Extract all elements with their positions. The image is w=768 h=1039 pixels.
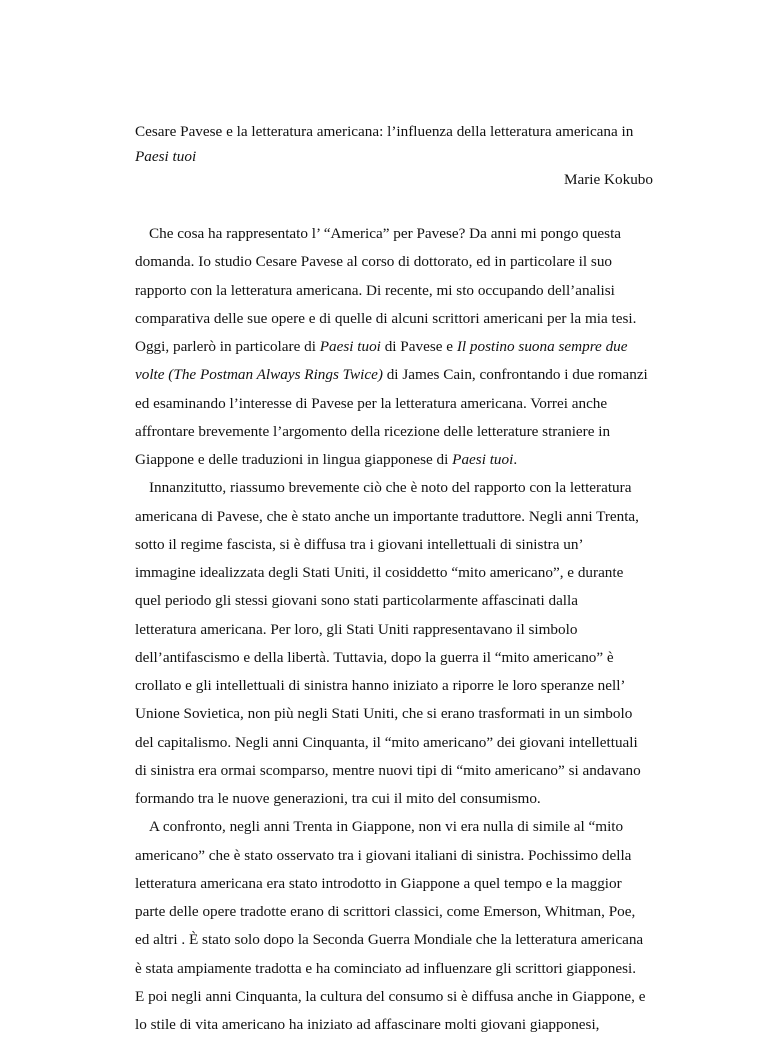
- text-run: immagine idealizzata degli Stati Uniti, il cosiddetto “mito americano”, e durante: [135, 564, 624, 581]
- text-run: ed esaminando l’interesse di Pavese per la letteratura americana. Vorrei anche: [135, 394, 608, 412]
- text-line: [135, 587, 665, 615]
- text-run: sotto il regime fascista, si è diffusa tra i giovani intellettuali di sinistra un’: [135, 535, 584, 553]
- text-run: .: [513, 451, 518, 468]
- text-line: [135, 277, 665, 305]
- text-run: dell’antifascismo e della libertà. Tuttavia, dopo la guerra il “mito americano” è: [135, 648, 614, 666]
- text-run: quel periodo gli stessi giovani sono stati particolarmente affascinati dalla: [135, 592, 578, 610]
- text-run: E poi negli anni Cinquanta, la cultura del consumo si è diffusa anche in Giappone, e: [135, 987, 646, 1005]
- text-line: [135, 1011, 665, 1039]
- text-run: Unione Sovietica, non più negli Stati Uniti, che si erano trasformati in un simbolo: [135, 705, 633, 723]
- text-run: Innanzitutto, riassumo brevemente ciò che è noto del rapporto con la letteratura: [149, 479, 632, 497]
- text-run: di sinistra era ormai scomparso, mentre nuovi tipi di “mito americano” si andavano: [135, 761, 641, 779]
- text-line: [135, 842, 665, 870]
- text-run: di James Cain, confrontando i due romanzi: [382, 366, 648, 384]
- text-line: [135, 926, 665, 954]
- text-line: [135, 898, 665, 926]
- text-line: [135, 305, 665, 333]
- text-line: [135, 616, 665, 644]
- text-run: A confronto, negli anni Trenta in Giappone, non vi era nulla di simile al “mito: [149, 818, 624, 836]
- text-line: [135, 361, 665, 389]
- paragraph: [135, 220, 665, 474]
- text-run: parte delle opere tradotte erano di scrittori classici, come Emerson, Whitman, Poe,: [135, 903, 636, 920]
- italic-title: Paesi tuoi: [319, 338, 381, 355]
- italic-title: volte (The Postman Always Rings Twice): [135, 366, 383, 384]
- text-line: [135, 418, 665, 446]
- text-run: rapporto con la letteratura americana. Di recente, mi sto occupando dell’analisi: [135, 281, 615, 299]
- text-line: [135, 700, 665, 728]
- text-run: ed altri . È stato solo dopo la Seconda Guerra Mondiale che la letteratura americana: [135, 931, 644, 949]
- text-run: è stata ampiamente tradotta e ha cominciato ad influenzare gli scrittori giapponesi.: [135, 959, 636, 977]
- text-run: americano” che è stato osservato tra i giovani italiani di sinistra. Pochissimo della: [135, 846, 632, 864]
- text-run: affrontare brevemente l’argomento della ricezione delle letterature straniere in: [135, 422, 611, 440]
- text-line: [135, 870, 665, 898]
- text-run: domanda. Io studio Cesare Pavese al corso di dottorato, ed in particolare il suo: [135, 253, 613, 271]
- text-run: lo stile di vita americano ha iniziato ad affascinare molti giovani giapponesi,: [135, 1016, 600, 1033]
- text-run: letteratura americana. Per loro, gli Stati Uniti rappresentavano il simbolo: [135, 620, 578, 638]
- author-name: Marie Kokubo: [564, 171, 653, 188]
- text-line: [135, 983, 665, 1011]
- text-line: [135, 220, 665, 248]
- text-line: [135, 390, 665, 418]
- text-line: [135, 955, 665, 983]
- text-line: [135, 644, 665, 672]
- text-run: Oggi, parlerò in particolare di: [135, 338, 320, 355]
- text-run: Che cosa ha rappresentato l’ “America” per Pavese? Da anni mi pongo questa: [149, 225, 622, 242]
- text-run: americana di Pavese, che è stato anche un importante traduttore. Negli anni Trenta,: [135, 507, 639, 525]
- text-line: [135, 729, 665, 757]
- text-line: [135, 785, 665, 813]
- text-line: [135, 474, 665, 502]
- text-line: [135, 248, 665, 276]
- paragraph: [135, 813, 665, 1039]
- text-line: [135, 672, 665, 700]
- text-run: Giappone e delle traduzioni in lingua giapponese di: [135, 451, 453, 468]
- italic-title: Il postino suona sempre due: [456, 338, 628, 355]
- body-text: [135, 220, 665, 1039]
- title-line-italic: Paesi tuoi: [135, 148, 197, 165]
- text-run: crollato e gli intellettuali di sinistra hanno iniziato a riporre le loro speranze nell’: [135, 677, 626, 694]
- text-run: comparativa delle sue opere e di quelle di alcuni scrittori americani per la mia tesi.: [135, 309, 637, 327]
- text-run: formando tra le nuove generazioni, tra cui il mito del consumismo.: [135, 790, 541, 807]
- text-line: [135, 559, 665, 587]
- text-line: [135, 333, 665, 361]
- text-run: di Pavese e: [380, 338, 457, 355]
- text-line: [135, 813, 665, 841]
- text-line: [135, 503, 665, 531]
- text-line: [135, 757, 665, 785]
- text-run: del capitalismo. Negli anni Cinquanta, il “mito americano” dei giovani intellettuali: [135, 733, 638, 751]
- text-line: [135, 446, 665, 474]
- text-run: letteratura americana era stato introdotto in Giappone a quel tempo e la maggior: [135, 874, 622, 892]
- title-line: Cesare Pavese e la letteratura americana: l’influenza della letteratura americana in: [135, 123, 634, 140]
- text-line: [135, 531, 665, 559]
- document-title: [135, 119, 655, 169]
- italic-title: Paesi tuoi: [452, 451, 514, 468]
- paragraph: [135, 474, 665, 813]
